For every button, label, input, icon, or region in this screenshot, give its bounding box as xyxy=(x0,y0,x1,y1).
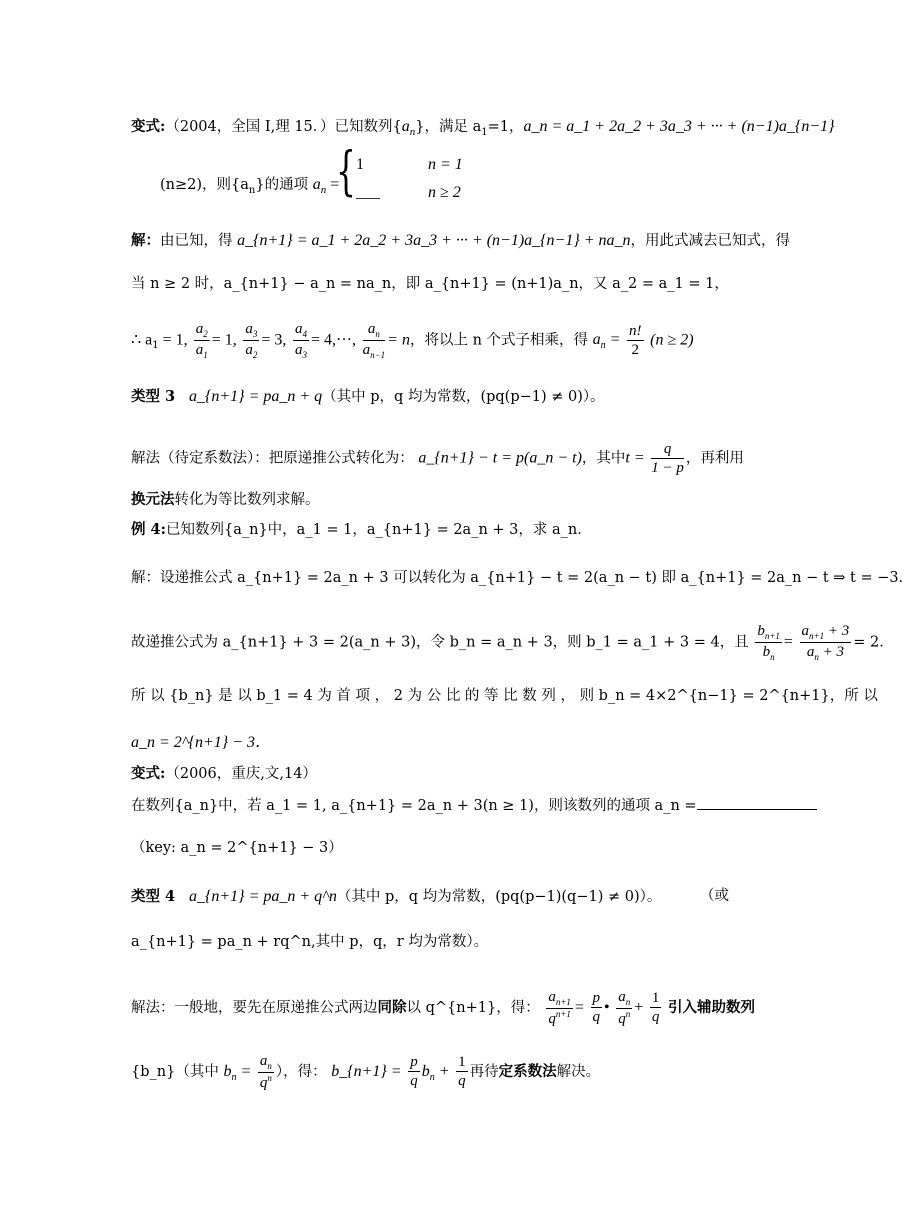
solution-line-1 xyxy=(131,232,791,250)
condition-sub: n xyxy=(248,184,256,196)
variant-source: （2004，全国 I,理 15．）已知数列{ xyxy=(165,119,402,135)
type-4-line xyxy=(131,888,729,906)
variant-1-line xyxy=(131,118,835,139)
solution-formula: a_{n+1} = a_1 + 2a_2 + 3a_3 + ··· + (n−1)a_{n−1} + na_n xyxy=(237,232,631,249)
case-2 xyxy=(356,184,461,202)
solution-line-2-text: 当 n ≥ 2 时，a_{n+1} − a_n = na_n，即 a_{n+1} = (n+1)a_n，又 a_2 = a_1 = 1， xyxy=(131,276,729,292)
method-4-line: 解法：一般地，要先在原递推公式两边同除以 q^{n+1}，得： $\frac{a_{n+1}}{q^{n+1}}$ = $\frac{p}{q}$ • $\frac{a_n}{q^n}$ + $\frac{1}{q}$ 引入辅助数列 xyxy=(131,989,756,1027)
case-1-condition: n = 1 xyxy=(428,156,463,173)
method-3-text: 解法（待定系数法）：把原递推公式转化为： xyxy=(131,450,414,467)
p-over-q: $\frac{p}{q}$ xyxy=(592,990,601,1026)
example-4-sol-4 xyxy=(131,734,729,752)
type-4-note: （其中 p，q 均为常数，(pq(p−1)(q−1) ≠ 0)）。 xyxy=(336,889,662,905)
solution-line-3: ∴ $a_1 = 1$, $\frac{a_2}{a_1}$ = 1, $\frac{a_3}{a_2}$ = 3, $\frac{a_4}{a_3}$ = 4,···, $\frac{a_n}{a_{n-1}}$ = n，将以上 n 个式子相乘，得 $a_n$ = $\frac{n!}{2}$ (n ≥ 2) xyxy=(131,321,694,360)
case-1-value: 1 xyxy=(356,156,364,173)
p-over-q-2: $\frac{p}{q}$ xyxy=(410,1054,418,1090)
type-4-or: （或 xyxy=(700,888,729,904)
solution-label: 解： xyxy=(131,232,160,249)
method-4-tail-1: 再待 xyxy=(469,1063,499,1080)
multiply-text: ，将以上 n 个式子相乘，得 xyxy=(409,332,589,349)
general-term-symbol: a xyxy=(312,176,321,193)
example-4-sol-1-text: 解：设递推公式 a_{n+1} = 2a_n + 3 可以转化为 a_{n+1} − t = 2(a_n − t) 即 a_{n+1} = 2a_n − t ⇒ t = −3． xyxy=(131,570,913,586)
a1-sub: 1 xyxy=(481,126,488,138)
variant-2-text: 在数列{a_n}中，若 a_1 = 1, a_{n+1} = 2a_n + 3(n ≥ 1)，则该数列的通项 a_n = xyxy=(131,798,697,814)
method-4-tail-2: 解决。 xyxy=(556,1063,601,1080)
method-4-text-2: 以 q^{n+1}，得： xyxy=(406,999,540,1016)
one-over-q-2: $\frac{1}{q}$ xyxy=(458,1054,466,1090)
t-den: 1 − p xyxy=(651,460,684,476)
case-2-value: ___ xyxy=(356,184,380,201)
aux-sequence-text: 引入辅助数列 xyxy=(668,998,756,1016)
a-ratio: $\frac{a_{n+1} + 3}{a_n + 3}$ xyxy=(801,623,850,662)
undetermined-coef: 定系数法 xyxy=(498,1062,557,1080)
variant-2-line xyxy=(131,766,729,783)
case-2-condition: n ≥ 2 xyxy=(428,184,461,201)
example-4-sol-2: 故递推公式为 a_{n+1} + 3 = 2(a_n + 3)，令 b_n = a_n + 3，则 b_1 = a_1 + 3 = 4，且 $\frac{b_{n+1}}{b_n}$ = $\frac{a_{n+1} + 3}{a_n + 3}$ = 2． xyxy=(131,623,894,662)
type-4-formula: a_{n+1} = pa_n + q^n xyxy=(188,888,337,905)
variant-2-label: 变式: xyxy=(131,765,166,782)
method-3-line xyxy=(131,440,744,477)
method-4-text: 解法：一般地，要先在原递推公式两边 xyxy=(131,999,378,1016)
condition-n: (n≥2)，则{a xyxy=(160,177,249,193)
variant-2-key-text: （key: a_n = 2^{n+1} − 3） xyxy=(131,840,343,856)
variant-2-source: （2006，重庆,文,14） xyxy=(165,766,317,782)
type-3-formula: a_{n+1} = pa_n + q xyxy=(188,388,323,405)
example-4-line xyxy=(131,522,729,539)
b-ratio: $\frac{b_{n+1}}{b_n}$ xyxy=(757,623,780,662)
divide-both-sides: 同除 xyxy=(377,998,407,1016)
general-term-text: }的通项 xyxy=(255,177,309,193)
method-3-line-2-text: 转化为等比数列求解。 xyxy=(174,492,320,508)
method-4-line-2: {b_n}（其中 $b_n$ = $\frac{a_n}{q^n}$ ），得： b_{n+1} = $\frac{p}{q}$ $b_n$ + $\frac{1}{q}$ 再待定系数法解决。 xyxy=(131,1053,601,1091)
one-over-q: $\frac{1}{q}$ xyxy=(651,990,660,1026)
example-4-sol-3-text: 所 以 {b_n} 是 以 b_1 = 4 为 首 项 ， 2 为 公 比 的 等 比 数 列 ， 则 b_n = 4×2^{n−1} = 2^{n+1}，所 以 xyxy=(131,688,878,704)
bn-plus-1: b_{n+1} = xyxy=(331,1062,402,1080)
ratio-a2-a1: $\frac{a_2}{a_1}$ xyxy=(195,321,208,360)
aq-ratio: $\frac{a_{n+1}}{q^{n+1}}$ xyxy=(548,989,571,1027)
type-4-line-2 xyxy=(131,934,729,951)
n-factorial-over-2: $\frac{n!}{2}$ xyxy=(629,322,642,358)
n-ge-2: (n ≥ 2) xyxy=(650,331,694,349)
example-4-sol-1 xyxy=(131,570,913,587)
t-symbol: t = xyxy=(625,449,645,467)
an-over-qn: $\frac{a_n}{q^n}$ xyxy=(618,989,631,1027)
example-4-text: 已知数列{a_n}中，a_1 = 1，a_{n+1} = 2a_n + 3，求 a_n． xyxy=(166,522,592,538)
bn-def: $\frac{a_n}{q^n}$ xyxy=(259,1053,272,1091)
solution-tail: ，用此式减去已知式，得 xyxy=(630,233,791,249)
example-4-result: a_n = 2^{n+1} − 3． xyxy=(131,734,271,751)
case-1 xyxy=(356,156,463,174)
type-4-line-2-text: a_{n+1} = pa_n + rq^n,其中 p，q，r 均为常数）。 xyxy=(131,934,489,950)
seq-sub: n xyxy=(409,125,416,138)
example-4-sol-3 xyxy=(131,688,878,705)
ratio-an: $\frac{a_n}{a_{n-1}}$ xyxy=(362,321,386,360)
type-3-label: 类型 3 xyxy=(131,388,176,405)
therefore-symbol: ∴ a xyxy=(131,331,153,349)
method-4-line-2-mid: ），得： xyxy=(275,1063,327,1080)
condition-text: }，满足 a xyxy=(415,119,482,135)
solution-line-2 xyxy=(131,276,729,293)
example-4-sol-2-tail: = 2． xyxy=(853,634,894,651)
recurrence-formula: a_n = a_1 + 2a_2 + 3a_3 + ··· + (n−1)a_{n−1} xyxy=(523,118,835,135)
t-fraction xyxy=(651,440,684,477)
ratio-a4-a3: $\frac{a_4}{a_3}$ xyxy=(294,321,307,360)
substitution-method: 换元法 xyxy=(131,491,175,508)
seq-a: a xyxy=(401,118,410,135)
method-3-line-2 xyxy=(131,492,729,509)
method-3-mid: ，其中 xyxy=(581,450,626,467)
example-4-sol-2-text: 故递推公式为 a_{n+1} + 3 = 2(a_n + 3)，令 b_n = a_n + 3，则 b_1 = a_1 + 3 = 4，且 xyxy=(131,634,749,651)
variant-label: 变式: xyxy=(131,118,166,135)
variant-1-condition: (n≥2)，则$\{a_n\}$的通项 $a_n$ = xyxy=(160,176,340,196)
method-3-tail: ，再利用 xyxy=(685,450,744,467)
answer-blank[interactable] xyxy=(697,809,817,810)
condition-eq: =1， xyxy=(487,119,524,135)
t-num: q xyxy=(651,440,684,459)
brace-symbol: { xyxy=(336,142,356,202)
variant-2-question xyxy=(131,798,729,815)
variant-2-key xyxy=(131,840,729,857)
type-3-note: （其中 p，q 均为常数，(pq(p−1) ≠ 0)）。 xyxy=(322,389,605,405)
example-4-label: 例 4: xyxy=(131,521,166,538)
method-3-formula: a_{n+1} − t = p(a_n − t) xyxy=(418,449,582,467)
ratio-a3-a2: $\frac{a_3}{a_2}$ xyxy=(245,321,258,360)
method-4-line-2-pre: {b_n}（其中 xyxy=(131,1063,219,1080)
solution-text: 由已知，得 xyxy=(160,233,233,249)
type-4-label: 类型 4 xyxy=(131,888,176,905)
type-3-line xyxy=(131,388,729,406)
